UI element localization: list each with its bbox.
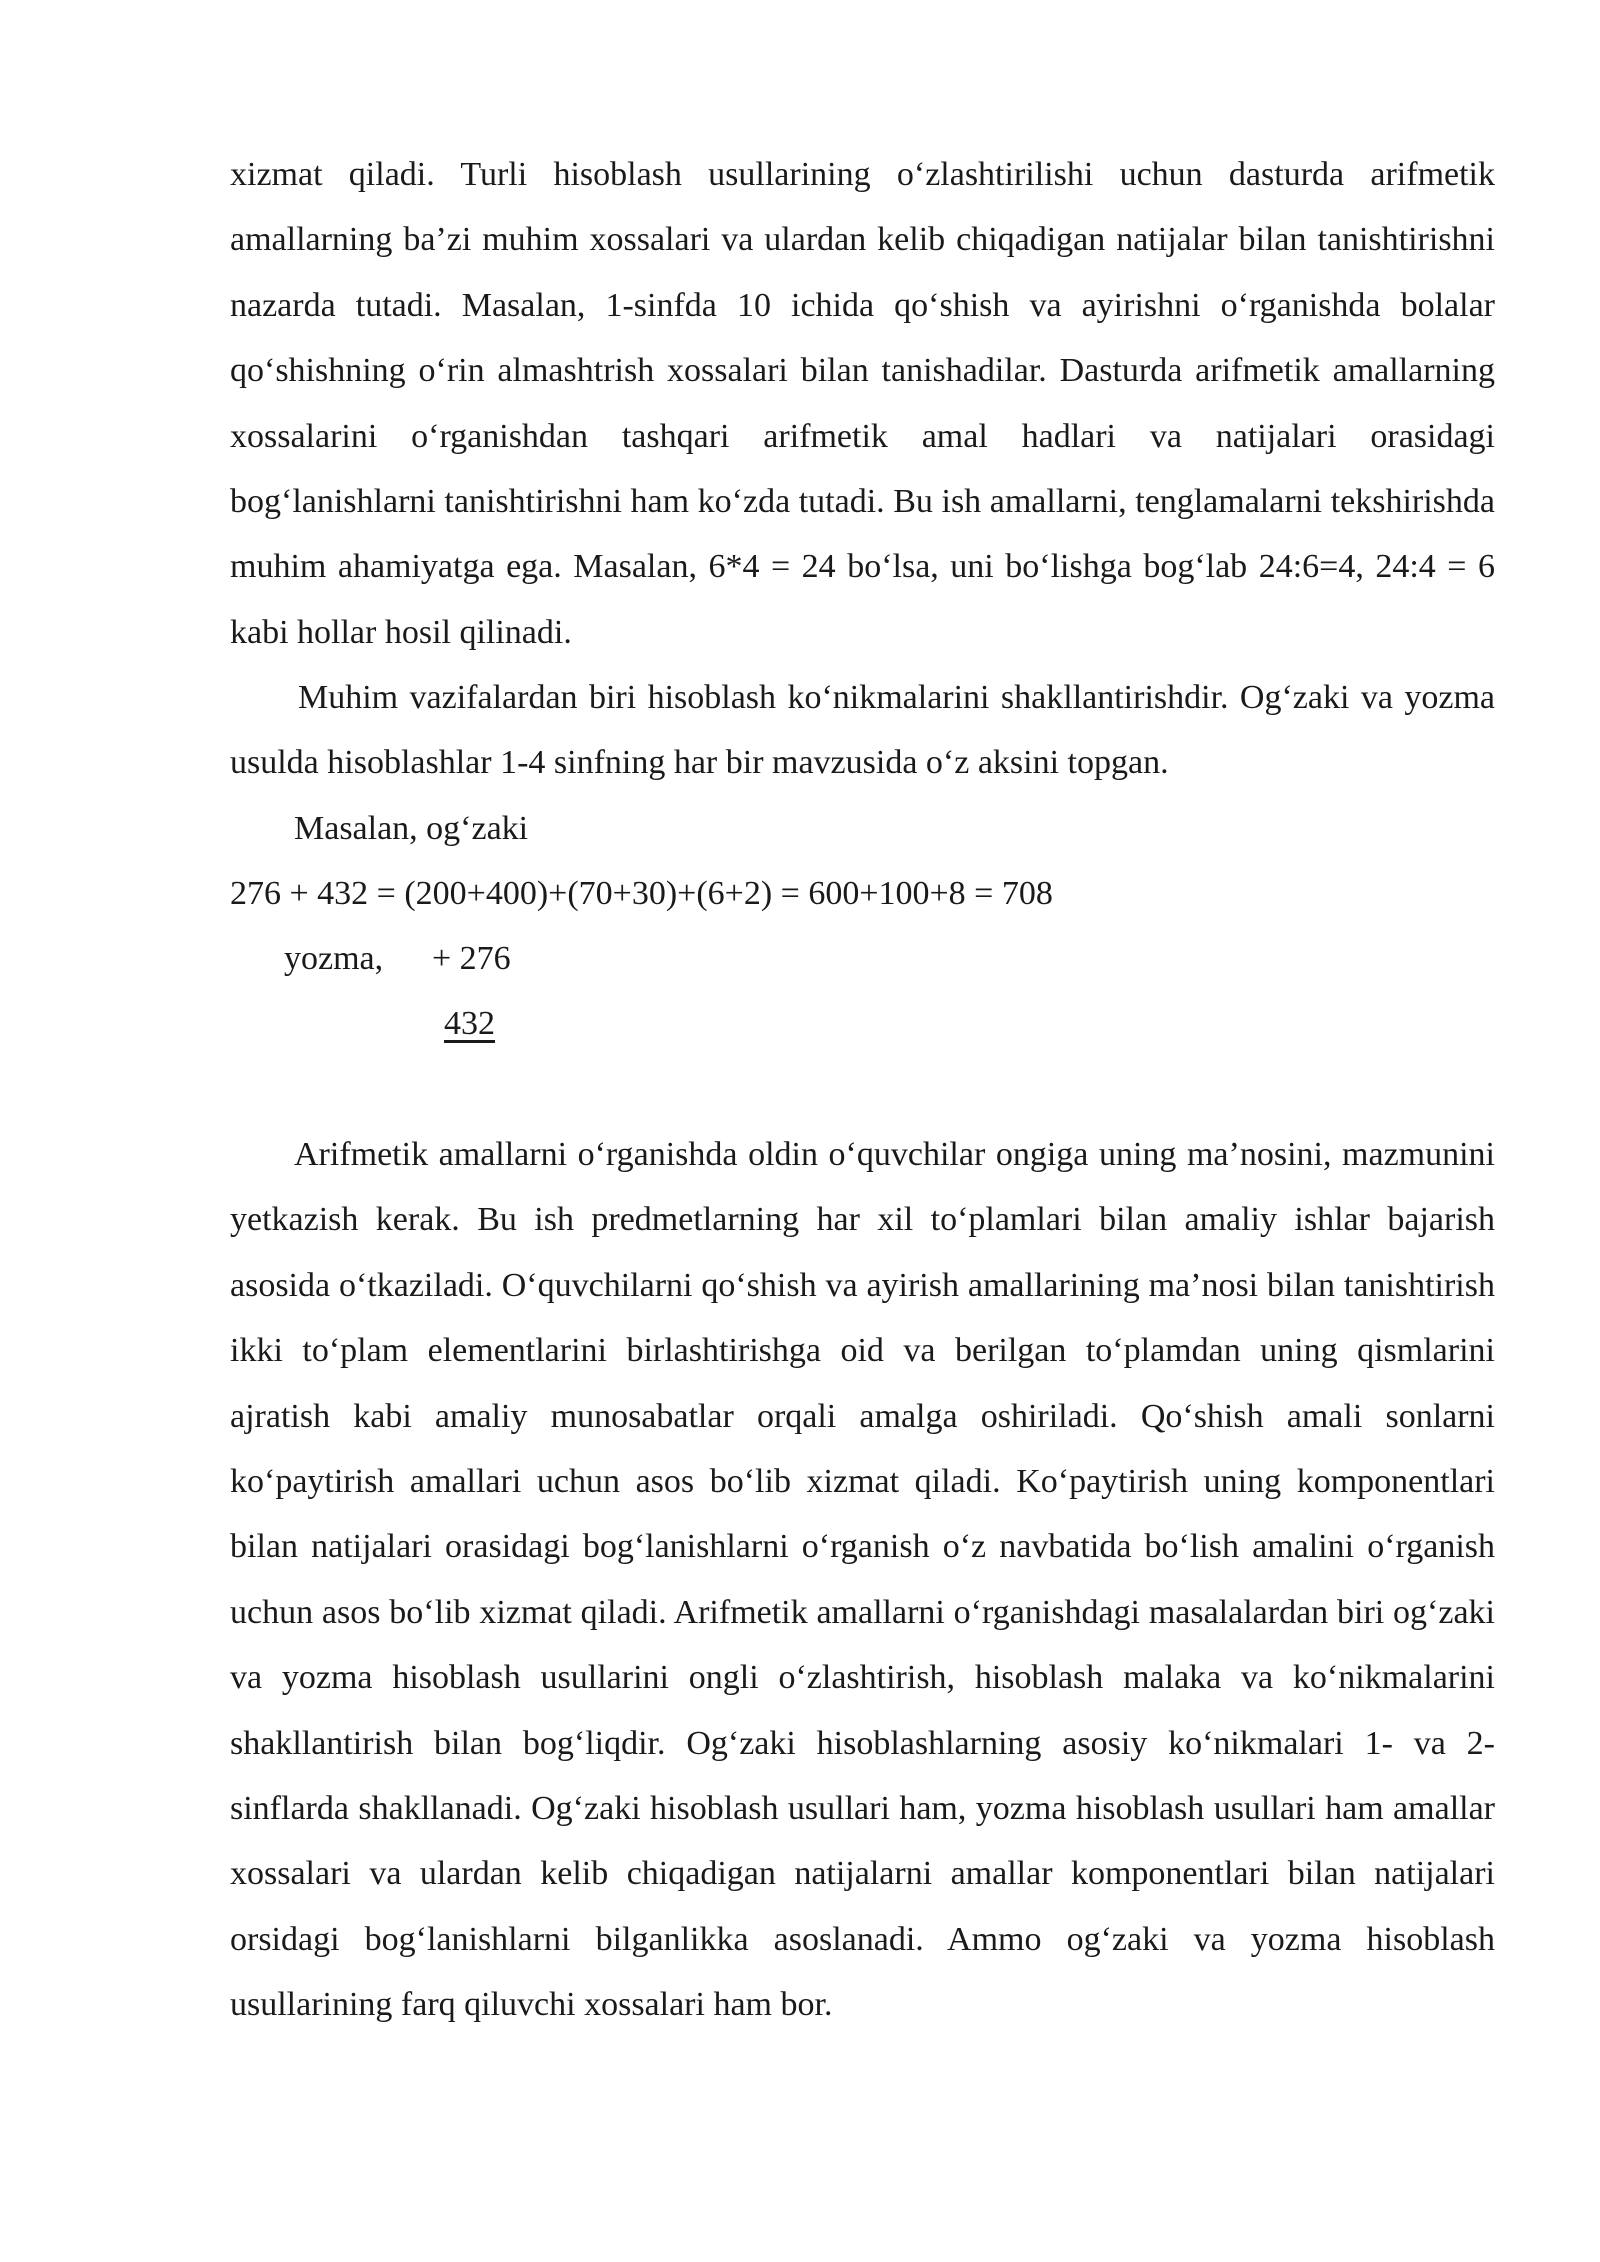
paragraph-properties (230, 142, 1495, 665)
paragraph-text: Muhim vazifalardan biri hisoblash ko‘nikmalarini shakllantirishdir. Og‘zaki va yozma usulda hisoblashlar 1-4 sinfning har bir mavzusida o‘z aksini topgan. (230, 679, 1495, 782)
written-example-first-number: + 276 (432, 940, 511, 977)
oral-example-label: Masalan, og‘zaki (294, 810, 529, 847)
written-example-label: yozma, (284, 940, 384, 977)
paragraph-skills (230, 665, 1495, 796)
paragraph-text: xizmat qiladi. Turli hisoblash usullarining o‘zlashtirilishi uchun dasturda arifmetik amallarning ba’zi muhim xossalari va ulardan kelib chiqadigan natijalar bilan tanishtirishni nazarda tutadi. Masalan, 1-sinfda 10 ichida qo‘shish va ayirishni o‘rganishda bolalar qo‘shishning o‘rin almashtrish xossalari bilan tanishadilar. Dasturda arifmetik amallarning xossalarini o‘rganishdan tashqari arifmetik amal hadlari va natijalari orasidagi bog‘lanishlarni tanishtirishni ham ko‘zda tutadi. Bu ish amallarni, tenglamalarni tekshirishda muhim ahamiyatga ega. Masalan, 6*4 = 24 bo‘lsa, uni bo‘lishga bog‘lab 24:6=4, 24:4 = 6 kabi hollar hosil qilinadi. (230, 156, 1495, 651)
paragraph-arithmetic (230, 1122, 1495, 2038)
oral-example-expression: 276 + 432 = (200+400)+(70+30)+(6+2) = 600+100+8 = 708 (230, 875, 1053, 912)
written-example-second-number: 432 (444, 1005, 495, 1042)
paragraph-text: Arifmetik amallarni o‘rganishda oldin o‘quvchilar ongiga uning ma’nosini, mazmunini yetkazish kerak. Bu ish predmetlarning har xil to‘plamlari bilan amaliy ishlar bajarish asosida o‘tkaziladi. O‘quvchilarni qo‘shish va ayirish amallarining ma’nosi bilan tanishtirish ikki to‘plam elementlarini birlashtirishga oid va berilgan to‘plamdan uning qismlarini ajratish kabi amaliy munosabatlar orqali amalga oshiriladi. Qo‘shish amali sonlarni ko‘paytirish amallari uchun asos bo‘lib xizmat qiladi. Ko‘paytirish uning komponentlari bilan natijalari orasidagi bog‘lanishlarni o‘rganish o‘z navbatida bo‘lish amalini o‘rganish uchun asos bo‘lib xizmat qiladi. Arifmetik amallarni o‘rganishdagi masalalardan biri og‘zaki va yozma hisoblash usullarini ongli o‘zlashtirish, hisoblash malaka va ko‘nikmalarini shakllantirish bilan bog‘liqdir. Og‘zaki hisoblashlarning asosiy ko‘nikmalari 1- va 2-sinflarda shakllanadi. Og‘zaki hisoblash usullari ham, yozma hisoblash usullari ham amallar xossalari va ulardan kelib chiqadigan natijalarni amallar komponentlari bilan natijalari orsidagi bog‘lanishlarni bilganlikka asoslanadi. Ammo og‘zaki va yozma hisoblash usullarining farq qiluvchi xossalari ham bor. (230, 1136, 1495, 2024)
